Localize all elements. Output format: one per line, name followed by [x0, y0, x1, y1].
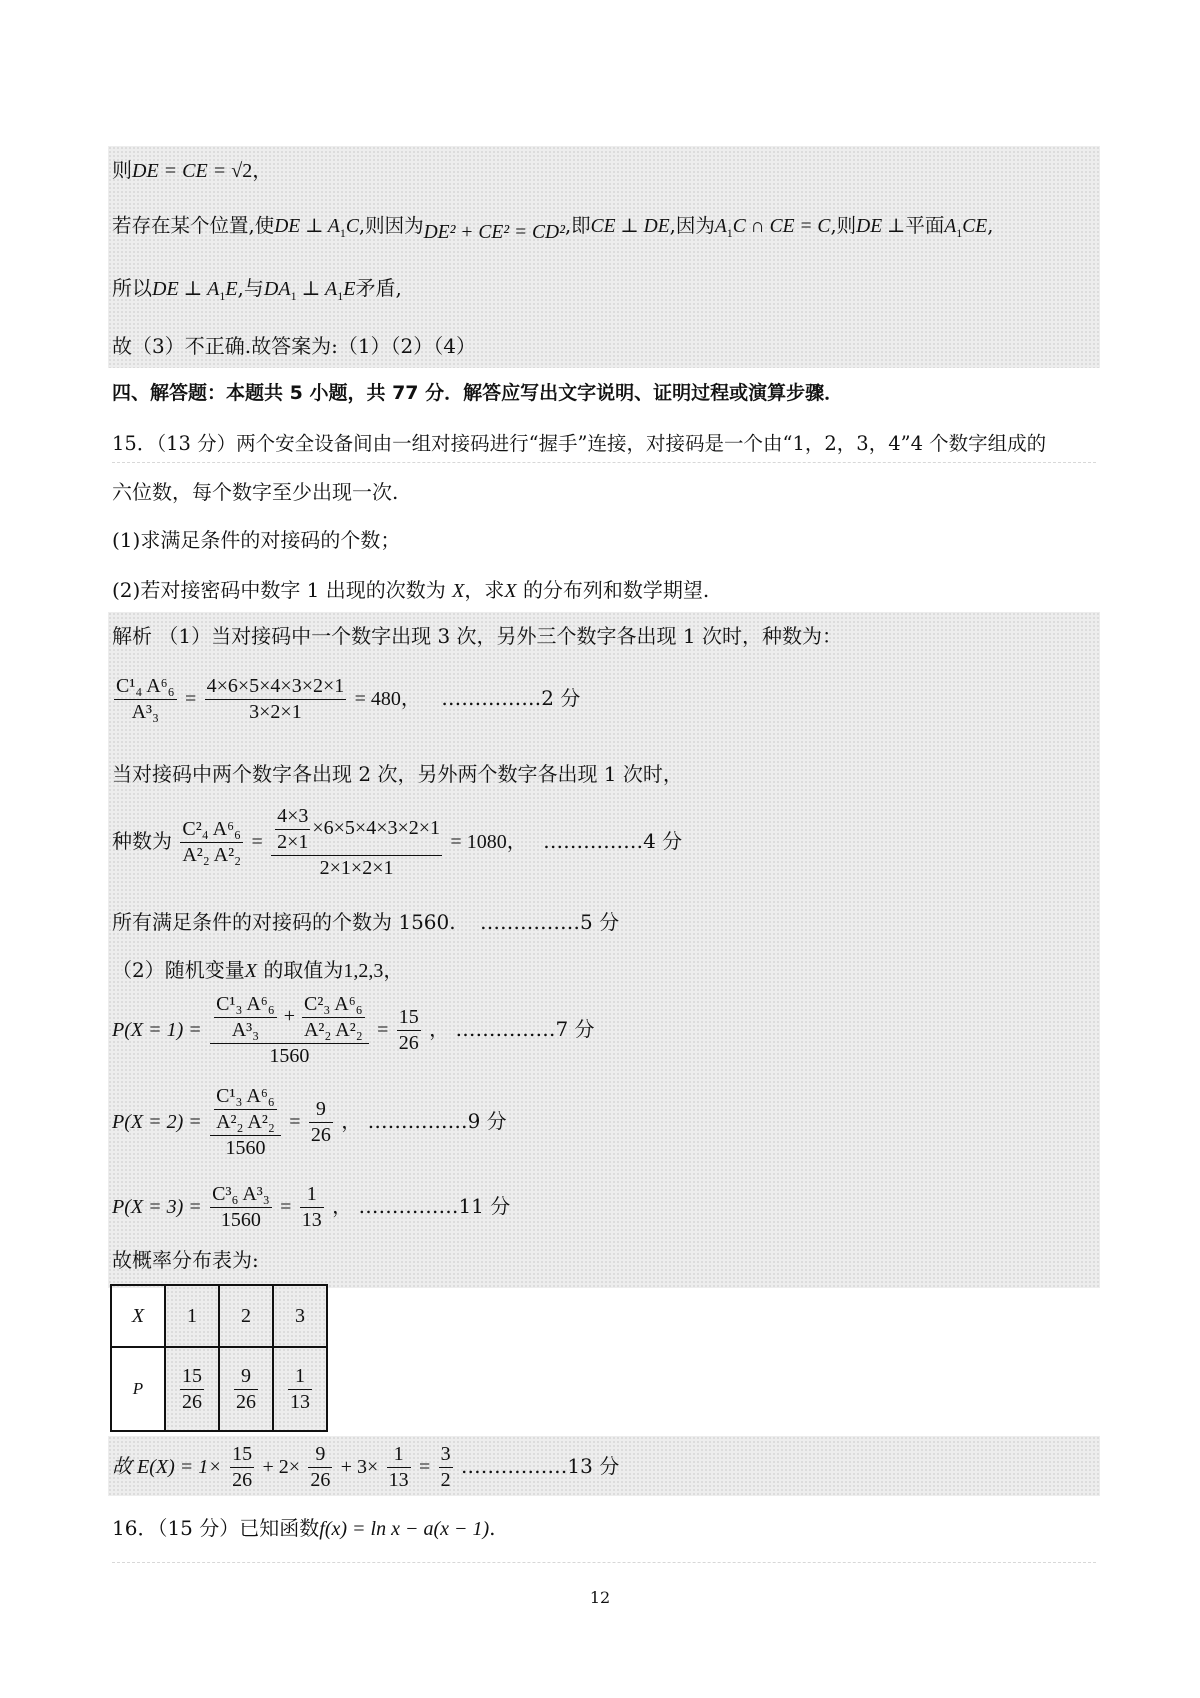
- fraction: [271, 804, 442, 881]
- text: ,因为: [669, 214, 715, 237]
- formula: DE² + CE² = CD²: [423, 222, 565, 243]
- score-mark: ……………4 分: [543, 829, 683, 853]
- page-number: 12: [589, 1588, 611, 1607]
- values: 1,2,3: [343, 960, 384, 982]
- denominator: 26: [310, 1124, 331, 1146]
- formula: DE = CE =: [132, 160, 232, 182]
- fraction: [439, 1442, 453, 1493]
- text: (2)若对接密码中数字 1 出现的次数为: [112, 578, 446, 602]
- subscript: 1: [339, 225, 346, 240]
- fraction: [210, 1084, 281, 1161]
- subscript: 1: [337, 289, 344, 303]
- denominator: 26: [398, 1032, 419, 1054]
- text: 矛盾,: [355, 276, 402, 300]
- subscript: 1: [956, 225, 963, 240]
- denominator: A²₂ A²₂: [303, 1019, 363, 1041]
- fraction: [309, 1097, 333, 1148]
- text: 则: [112, 158, 132, 182]
- text: ,: [987, 214, 994, 237]
- distribution-table: [110, 1284, 328, 1432]
- product: ×6×5×4×3×2×1: [312, 817, 441, 840]
- prev-line-2: [112, 214, 994, 243]
- fraction: [180, 817, 243, 868]
- denominator: 2×1: [277, 831, 309, 853]
- fraction: [387, 1442, 411, 1493]
- result: = 480，: [354, 688, 421, 710]
- variable-x: X: [244, 960, 257, 982]
- denominator: 26: [236, 1390, 256, 1413]
- text: ,即: [564, 214, 591, 237]
- text: .: [489, 1516, 496, 1540]
- fraction: [205, 674, 347, 725]
- fraction: [397, 1005, 421, 1056]
- fraction: [210, 992, 369, 1069]
- p2-formula: [112, 1084, 507, 1161]
- table-cell: P: [111, 1347, 165, 1431]
- fraction: [308, 1442, 332, 1493]
- numerator: C²₃ A⁶₆: [302, 992, 365, 1018]
- lhs: 故 E(X) = 1×: [112, 1456, 222, 1478]
- numerator: C³₆ A³₃: [210, 1182, 272, 1208]
- equals: =: [289, 1111, 301, 1133]
- operator: + 2×: [262, 1456, 301, 1478]
- formula: C ∩ CE = C: [732, 216, 831, 237]
- formula: ⊥ A: [296, 278, 338, 300]
- text: 平面: [905, 214, 945, 237]
- numerator: 4×6×5×4×3×2×1: [205, 674, 347, 700]
- numerator: 9: [234, 1364, 258, 1390]
- numerator: 4×3: [275, 804, 310, 830]
- text: ,则: [830, 214, 857, 237]
- fraction: [288, 1364, 312, 1415]
- score-mark: ……………11 分: [358, 1194, 511, 1218]
- equals: =: [419, 1456, 431, 1478]
- fraction: [180, 1364, 204, 1415]
- numerator: 3: [439, 1442, 453, 1468]
- prev-line-1: [112, 160, 272, 181]
- numerator: 15: [397, 1005, 421, 1031]
- denominator: 1560: [269, 1045, 310, 1067]
- text: ，: [383, 958, 404, 982]
- denominator: 3×2×1: [249, 701, 302, 723]
- comma: ，: [341, 1111, 362, 1133]
- denominator: 2: [440, 1469, 451, 1491]
- score-mark: ……………7 分: [455, 1017, 595, 1041]
- formula: CE ⊥ DE: [590, 216, 670, 237]
- denominator: 13: [388, 1469, 409, 1491]
- table-cell: 1: [165, 1285, 219, 1347]
- table-cell: [165, 1347, 219, 1431]
- denominator: 2×1×2×1: [319, 857, 394, 879]
- section-heading: 四、解答题：本题共 5 小题，共 77 分．解答应写出文字说明、证明过程或演算步骤．: [112, 382, 844, 404]
- fraction: [230, 1442, 254, 1493]
- total-line: [112, 912, 619, 932]
- numerator: 15: [230, 1442, 254, 1468]
- numerator: 9: [308, 1442, 332, 1468]
- result: = 1080，: [450, 831, 527, 853]
- q15-line-2: 六位数，每个数字至少出现一次.: [112, 480, 399, 504]
- equals: =: [251, 831, 263, 853]
- p1-formula: [112, 992, 595, 1069]
- text: 16．（15 分）已知函数: [112, 1516, 320, 1540]
- lhs: P(X = 2) =: [112, 1111, 202, 1133]
- table-cell: 3: [273, 1285, 327, 1347]
- inner-fraction: [214, 992, 277, 1043]
- numerator: [210, 1084, 281, 1136]
- equals: =: [280, 1196, 292, 1218]
- numerator: 1: [288, 1364, 312, 1390]
- numerator: [271, 804, 442, 856]
- table-row: [111, 1347, 327, 1431]
- denominator: 26: [232, 1469, 253, 1491]
- numerator: C¹₄ A⁶₆: [114, 674, 177, 700]
- sqrt-value: √2: [231, 160, 253, 182]
- text: （2）随机变量: [112, 958, 245, 982]
- equals: =: [184, 688, 197, 710]
- case2-text: 当对接码中两个数字各出现 2 次，另外两个数字各出现 1 次时，: [112, 762, 683, 786]
- formula: E: [225, 278, 238, 300]
- formula: DE ⊥ A: [274, 216, 340, 237]
- numerator: 9: [309, 1097, 333, 1123]
- table-row: [111, 1285, 327, 1347]
- comma: ，: [429, 1019, 450, 1041]
- denominator: 1560: [220, 1209, 261, 1231]
- q15-part-1: (1)求满足条件的对接码的个数；: [112, 528, 401, 552]
- text: 所以: [112, 276, 152, 300]
- case1-formula: [112, 674, 580, 725]
- subscript: 1: [219, 289, 226, 303]
- variable-x: X: [452, 580, 465, 602]
- fraction: [114, 674, 177, 725]
- numerator: 15: [180, 1364, 204, 1390]
- table-cell: [273, 1347, 327, 1431]
- denominator: A²₂ A²₂: [216, 1111, 275, 1133]
- denominator: 13: [290, 1390, 310, 1413]
- numerator: 1: [387, 1442, 411, 1468]
- q15-part-2: [112, 580, 709, 601]
- variable-x: X: [504, 580, 517, 602]
- denominator: 26: [310, 1469, 331, 1491]
- formula: CE: [962, 216, 988, 237]
- text: ,则因为: [358, 214, 424, 237]
- text: ，: [252, 158, 273, 182]
- divider: [112, 462, 1096, 463]
- subscript: 1: [726, 225, 733, 240]
- formula: DE ⊥: [856, 216, 906, 237]
- fraction: [234, 1364, 258, 1415]
- denominator: A³₃: [131, 701, 159, 723]
- part2-line: [112, 960, 403, 981]
- q15-line-1: 15．（13 分）两个安全设备间由一组对接码进行“握手”连接，对接码是一个由“1，2，3，4”4 个数字组成的: [112, 432, 1047, 455]
- expectation-line: [112, 1442, 619, 1493]
- score-mark: ……………5 分: [479, 910, 620, 934]
- fraction: [300, 1182, 324, 1233]
- prev-line-3: [112, 276, 402, 303]
- score-mark: .……………13 分: [461, 1454, 620, 1478]
- table-cell: 2: [219, 1285, 273, 1347]
- denominator: 26: [182, 1390, 202, 1413]
- table-cell: [219, 1347, 273, 1431]
- text: 的取值为: [263, 958, 344, 982]
- score-mark: ……………2 分: [441, 686, 581, 710]
- lhs: P(X = 3) =: [112, 1196, 202, 1218]
- numerator: 1: [300, 1182, 324, 1208]
- formula: DA: [263, 278, 291, 300]
- prev-line-4: 故（3）不正确.故答案为:（1）（2）（4）: [112, 334, 476, 358]
- operator: + 3×: [340, 1456, 379, 1478]
- lhs: P(X = 1) =: [112, 1019, 202, 1041]
- numerator: C¹₃ A⁶₆: [214, 992, 277, 1018]
- formula: C: [345, 216, 359, 237]
- inner-fraction: [275, 804, 310, 855]
- formula: A: [944, 216, 957, 237]
- case2-formula: [112, 804, 682, 881]
- text: ，求: [464, 578, 505, 602]
- divider: [112, 1562, 1096, 1563]
- comma: ，: [332, 1196, 353, 1218]
- table-cell: X: [111, 1285, 165, 1347]
- denominator: 13: [301, 1209, 322, 1231]
- score-mark: ……………9 分: [367, 1109, 507, 1133]
- denominator: 1560: [225, 1137, 266, 1159]
- text: 若存在某个位置,使: [112, 214, 275, 237]
- numerator: $\frac{\text{C¹₃ A⁶₆}}{\text{A³₃}}$ + $\frac{\text{C²₃ A⁶₆}}{\text{A²₂ A²₂}}$: [210, 992, 369, 1044]
- denominator: A²₂ A²₂: [182, 844, 242, 866]
- numerator: C¹₃ A⁶₆: [214, 1084, 277, 1110]
- p3-formula: [112, 1182, 510, 1233]
- denominator: A³₃: [231, 1019, 260, 1041]
- dist-title: 故概率分布表为:: [112, 1248, 259, 1272]
- formula: A: [714, 216, 727, 237]
- inner-fraction: [214, 1084, 277, 1135]
- text: ,与: [237, 276, 264, 300]
- text: 种数为: [112, 829, 172, 853]
- formula: E: [343, 278, 356, 300]
- solution-intro: 解析 （1）当对接码中一个数字出现 3 次，另外三个数字各出现 1 次时，种数为：: [112, 624, 842, 648]
- equals: =: [377, 1019, 389, 1041]
- text: 的分布列和数学期望.: [522, 578, 710, 602]
- inner-fraction: [302, 992, 365, 1043]
- text: 所有满足条件的对接码的个数为 1560.: [112, 910, 456, 934]
- formula: f(x) = ln x − a(x − 1): [319, 1518, 490, 1540]
- formula: DE ⊥ A: [152, 278, 220, 300]
- fraction: [210, 1182, 272, 1233]
- q16-line: [112, 1518, 496, 1539]
- numerator: C²₄ A⁶₆: [180, 817, 243, 843]
- subscript: 1: [290, 289, 297, 303]
